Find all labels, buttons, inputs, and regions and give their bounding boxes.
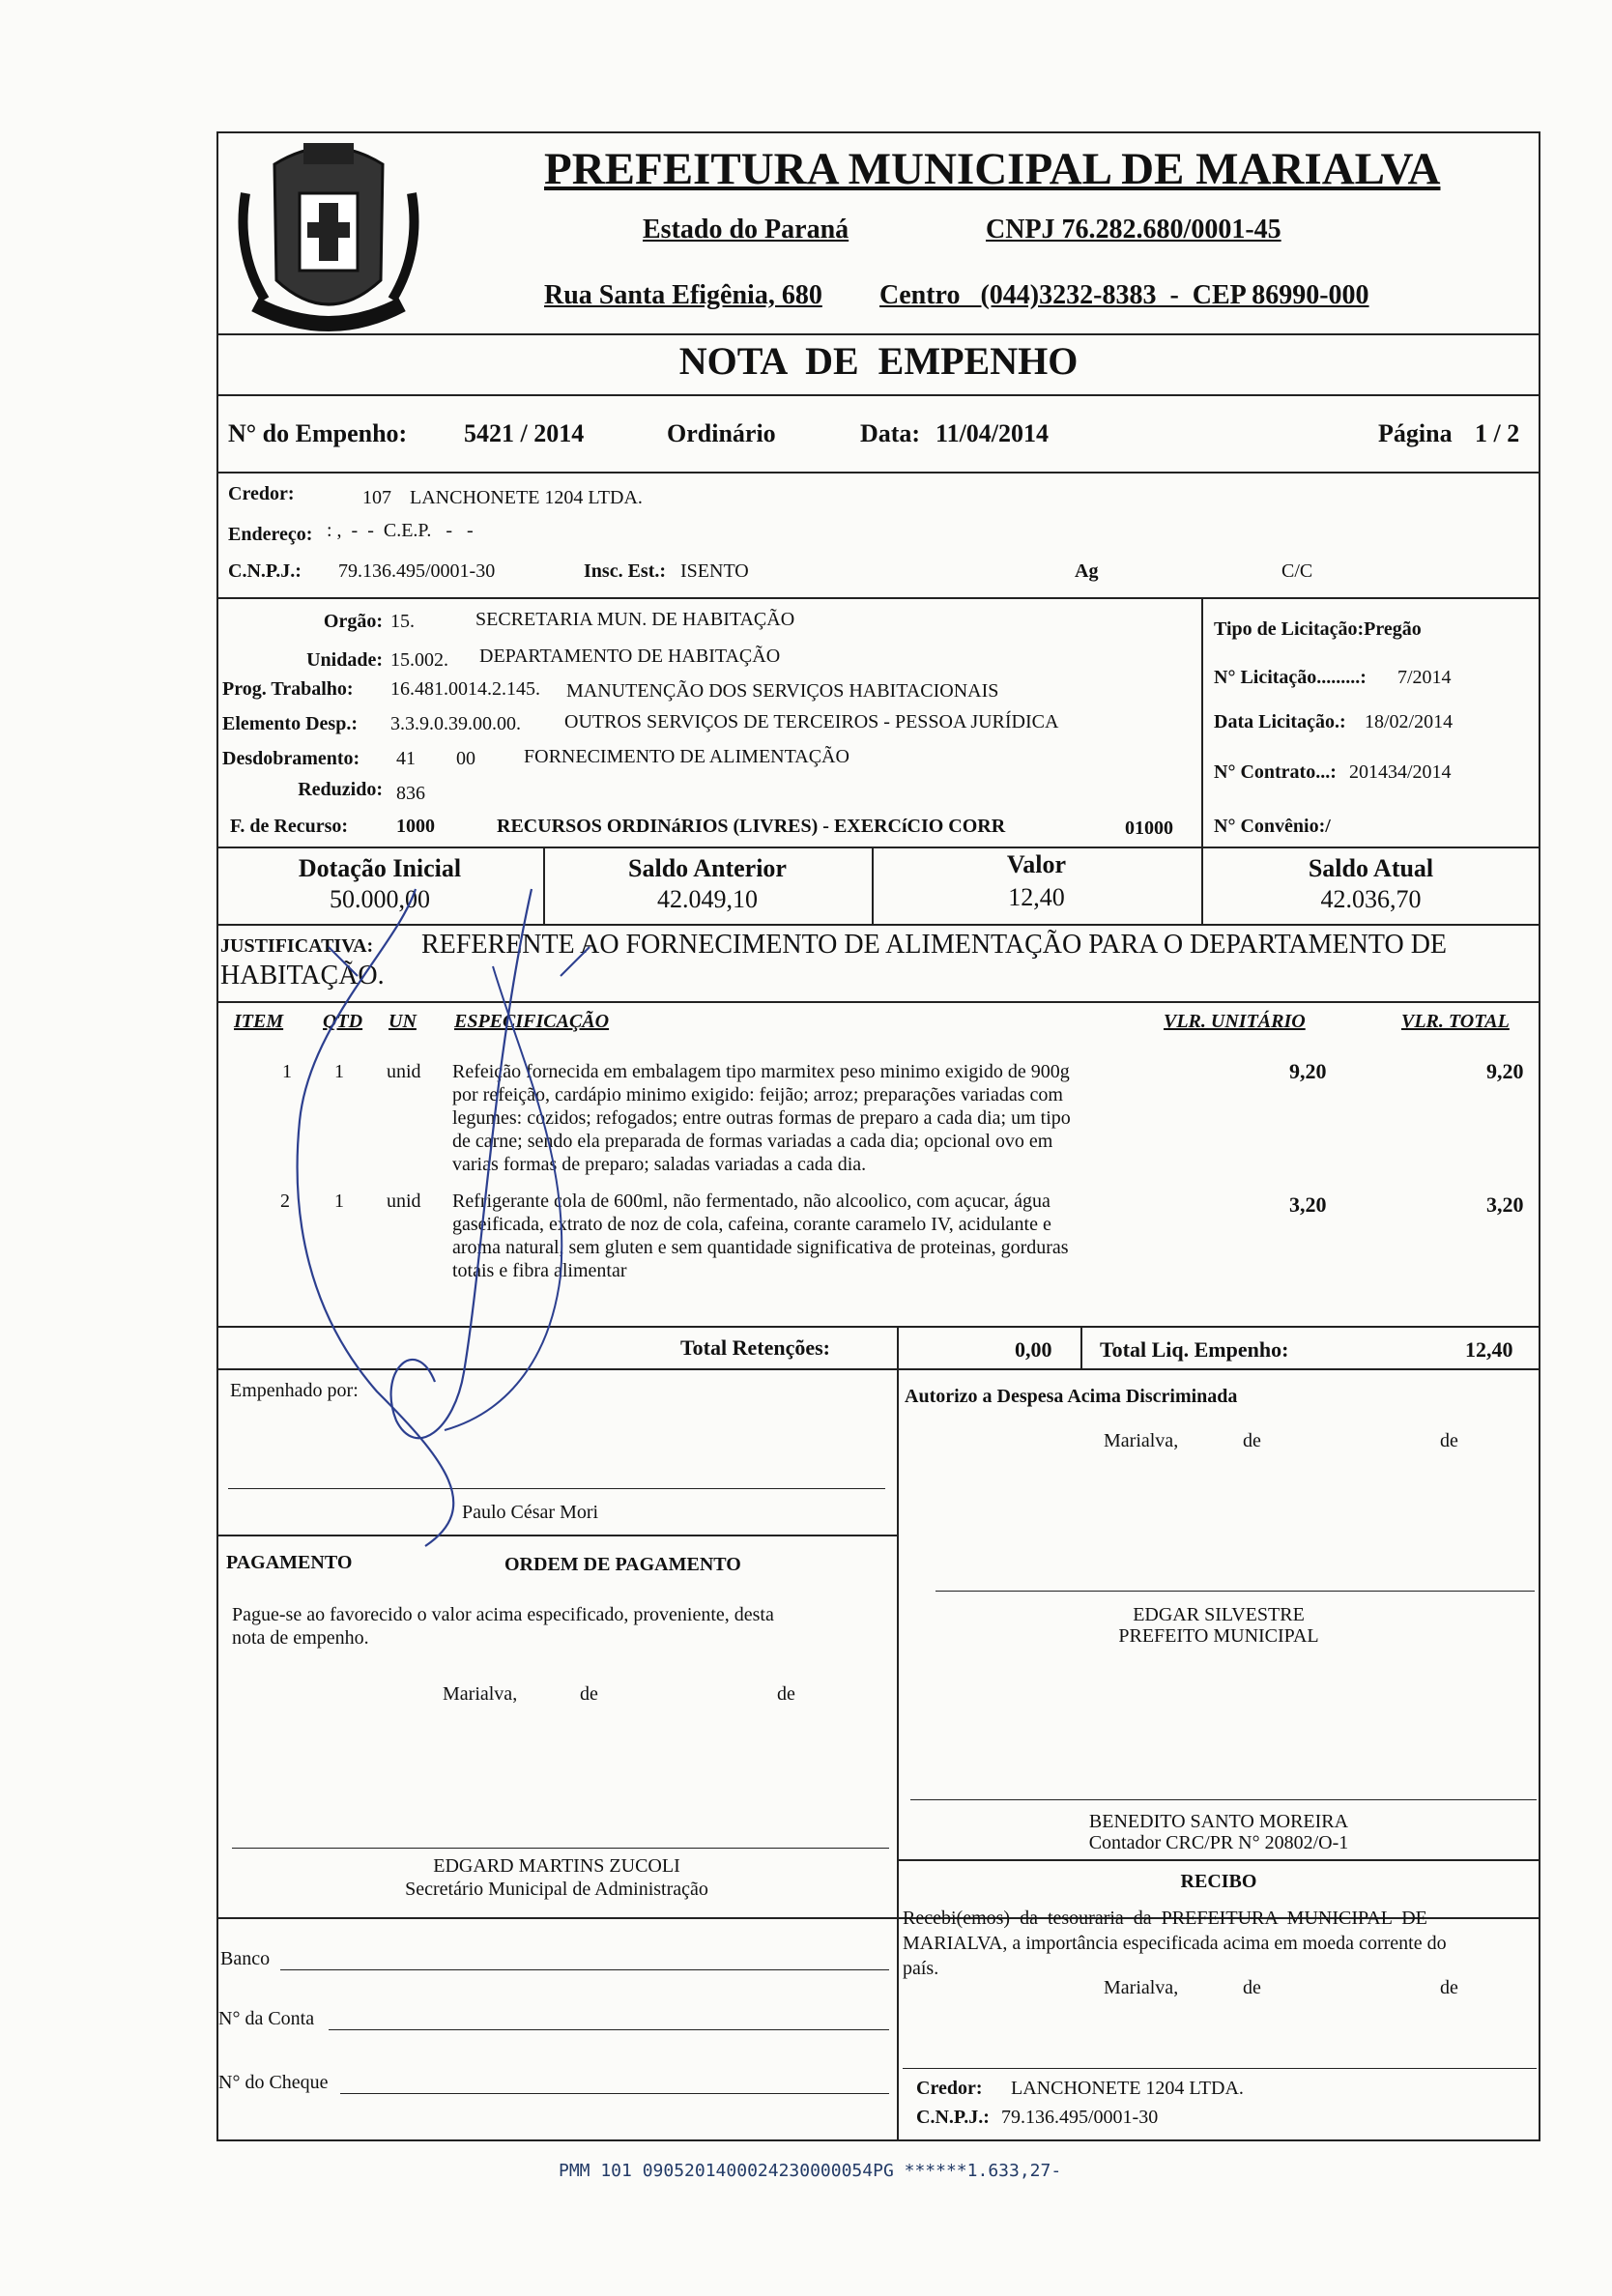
empenho-type: Ordinário [667, 419, 776, 447]
fonte-extra-code: 01000 [1125, 818, 1173, 839]
empenho-number: 5421 / 2014 [464, 419, 585, 447]
orgao-label: Orgão: [323, 611, 383, 632]
item-1-spec-line1: Refeição fornecida em embalagem tipo marmitex peso minimo exigido de 900g [452, 1061, 1070, 1082]
cnpj-credor-value: 79.136.495/0001-30 [338, 560, 496, 582]
banco-label: Banco [220, 1948, 271, 1969]
empenhado-por-name: Paulo César Mori [462, 1502, 599, 1523]
contador-name: BENEDITO SANTO MOREIRA [1088, 1811, 1349, 1832]
signature-icon [271, 870, 676, 1565]
state-label: Estado do Paraná [643, 215, 849, 244]
justificativa-text-line2: HABITAÇÃO. [220, 961, 385, 990]
cheque-label: N° do Cheque [218, 2072, 329, 2093]
credor-code: 107 [362, 487, 391, 508]
desdobramento-label: Desdobramento: [222, 748, 360, 769]
item-col-header: ITEM [234, 1011, 284, 1032]
contrato-label: N° Contrato...: [1214, 761, 1337, 783]
insc-label: Insc. Est.: [584, 560, 667, 582]
pagamento-de-2: de [777, 1683, 795, 1705]
prefeito-name: EDGAR SILVESTRE [1133, 1604, 1305, 1625]
item-1-un: unid [387, 1061, 421, 1082]
prefeito-title: PREFEITO MUNICIPAL [1118, 1625, 1319, 1647]
page-number: 1 / 2 [1475, 419, 1520, 447]
item-1-qtd: 1 [334, 1061, 344, 1082]
justificativa-label: JUSTIFICATIVA: [220, 935, 374, 957]
un-col-header: UN [389, 1011, 417, 1032]
credor-label: Credor: [228, 483, 295, 504]
prog-desc: MANUTENÇÃO DOS SERVIÇOS HABITACIONAIS [566, 680, 999, 702]
orgao-desc: SECRETARIA MUN. DE HABITAÇÃO [475, 609, 795, 630]
elemento-desc: OUTROS SERVIÇOS DE TERCEIROS - PESSOA JURÍDICA [564, 711, 1059, 732]
footer-code: PMM 101 0905201400024230000054PG ******1.633,27- [559, 2161, 1062, 2181]
autorizo-city: Marialva, [1104, 1430, 1179, 1451]
recibo-text-line2: MARIALVA, a importância especificada acima em moeda corrente do [903, 1933, 1447, 1954]
recibo-cnpj-value: 79.136.495/0001-30 [1001, 2107, 1159, 2128]
address-label: Rua Santa Efigênia, 680 [544, 280, 822, 310]
endereco-value: : , - - C.E.P. - - [327, 520, 474, 541]
secretario-title: Secretário Municipal de Administração [405, 1879, 708, 1900]
unidade-label: Unidade: [306, 649, 383, 671]
spec-col-header: ESPECIFICAÇÃO [454, 1011, 610, 1032]
item-2-unit-price: 3,20 [1289, 1192, 1327, 1217]
dotacao-inicial-value: 50.000,00 [330, 885, 430, 913]
unit-col-header: VLR. UNITÁRIO [1164, 1011, 1306, 1032]
empenhado-por-label: Empenhado por: [230, 1380, 359, 1401]
licitacao-date-label: Data Licitação.: [1214, 711, 1346, 732]
fonte-desc: RECURSOS ORDINáRIOS (LIVRES) - EXERCíCIO CORR [497, 816, 1006, 837]
elemento-label: Elemento Desp.: [222, 713, 358, 734]
desdobramento-desc: FORNECIMENTO DE ALIMENTAÇÃO [524, 746, 849, 767]
qtd-col-header: QTD [323, 1011, 363, 1032]
convenio-label: N° Convênio:/ [1214, 816, 1331, 837]
empenho-date-label: Data: [860, 419, 921, 447]
desdobramento-b: 00 [456, 748, 475, 769]
recibo-title: RECIBO [1180, 1871, 1257, 1892]
item-1-unit-price: 9,20 [1289, 1059, 1327, 1083]
total-col-header: VLR. TOTAL [1401, 1011, 1510, 1032]
licitacao-number-label: N° Licitação.........: [1214, 667, 1367, 688]
conta-label: N° da Conta [218, 2008, 315, 2029]
total-retencoes-value: 0,00 [1015, 1337, 1052, 1362]
total-liquido-label: Total Liq. Empenho: [1100, 1337, 1289, 1362]
item-2-qtd: 1 [334, 1191, 344, 1212]
cnpj-credor-label: C.N.P.J.: [228, 560, 302, 582]
item-2-spec-line1: Refrigerante cola de 600ml, não fermentado, não alcoolico, com açucar, água [452, 1191, 1051, 1212]
recibo-de-1: de [1243, 1977, 1261, 1998]
empenho-date: 11/04/2014 [936, 419, 1050, 447]
recibo-cnpj-label: C.N.P.J.: [916, 2107, 990, 2128]
page-title: PREFEITURA MUNICIPAL DE MARIALVA [544, 144, 1441, 194]
item-2-un: unid [387, 1191, 421, 1212]
autorizo-de-2: de [1440, 1430, 1458, 1451]
credor-name: LANCHONETE 1204 LTDA. [410, 487, 643, 508]
reduzido-value: 836 [396, 783, 425, 804]
cc-label: C/C [1281, 560, 1313, 582]
item-2-spec-line2: gaseificada, extrato de noz de cola, cafeina, corante caramelo IV, acidulante e [452, 1214, 1051, 1235]
item-1-number: 1 [282, 1061, 292, 1082]
prog-code: 16.481.0014.2.145. [390, 678, 540, 700]
recibo-credor-name: LANCHONETE 1204 LTDA. [1011, 2078, 1244, 2099]
insc-value: ISENTO [680, 560, 749, 582]
secretario-name: EDGARD MARTINS ZUCOLI [433, 1855, 680, 1877]
item-1-spec-line5: varias formas de preparo; saladas variadas a cada dia. [452, 1154, 867, 1175]
endereco-label: Endereço: [228, 524, 313, 545]
recibo-text-line1: Recebi(emos) da tesouraria da PREFEITURA MUNICIPAL DE [903, 1908, 1427, 1929]
ag-label: Ag [1075, 560, 1099, 582]
document-title: NOTA DE EMPENHO [678, 339, 1079, 383]
total-liquido-value: 12,40 [1465, 1337, 1513, 1362]
autorizo-label: Autorizo a Despesa Acima Discriminada [905, 1386, 1238, 1407]
reduzido-label: Reduzido: [298, 779, 383, 800]
item-1-total: 9,20 [1486, 1059, 1524, 1083]
total-retencoes-label: Total Retenções: [680, 1335, 830, 1360]
cnpj-label: CNPJ 76.282.680/0001-45 [986, 215, 1281, 244]
elemento-code: 3.3.9.0.39.00.00. [390, 713, 521, 734]
pagamento-de-1: de [580, 1683, 598, 1705]
page-label: Página [1378, 419, 1453, 447]
item-1-spec-line2: por refeição, cardápio minimo exigido: feijão; arroz; preparações variadas com [452, 1084, 1063, 1105]
unidade-code: 15.002. [390, 649, 448, 671]
orgao-code: 15. [390, 611, 415, 632]
valor-value: 12,40 [1008, 883, 1065, 911]
item-2-spec-line4: totais e fibra alimentar [452, 1260, 627, 1281]
recibo-text-line3: país. [903, 1958, 939, 1979]
saldo-atual-value: 42.036,70 [1320, 885, 1422, 913]
licitacao-date: 18/02/2014 [1365, 711, 1454, 732]
saldo-anterior-value: 42.049,10 [657, 885, 758, 913]
prog-label: Prog. Trabalho: [222, 678, 354, 700]
item-2-spec-line3: aroma natural, sem gluten e sem quantidade significativa de proteinas, gorduras [452, 1237, 1069, 1258]
autorizo-de-1: de [1243, 1430, 1261, 1451]
unidade-desc: DEPARTAMENTO DE HABITAÇÃO [479, 646, 781, 667]
dotacao-inicial-label: Dotação Inicial [298, 854, 462, 882]
pagamento-text-line2: nota de empenho. [232, 1627, 369, 1649]
desdobramento-a: 41 [396, 748, 416, 769]
licitacao-number: 7/2014 [1397, 667, 1452, 688]
contrato-number: 201434/2014 [1349, 761, 1452, 783]
pagamento-city: Marialva, [443, 1683, 518, 1705]
recibo-city: Marialva, [1104, 1977, 1179, 1998]
item-1-spec-line3: legumes: cozidos; refogados; entre outras formas de preparo a cada dia; um tipo [452, 1107, 1071, 1129]
saldo-anterior-label: Saldo Anterior [628, 854, 787, 882]
pagamento-label: PAGAMENTO [226, 1552, 353, 1573]
recibo-credor-label: Credor: [916, 2078, 983, 2099]
address-detail: Centro (044)3232-8383 - CEP 86990-000 [879, 280, 1369, 310]
licitacao-type: Tipo de Licitação:Pregão [1214, 618, 1422, 640]
item-2-total: 3,20 [1486, 1192, 1524, 1217]
recibo-de-2: de [1440, 1977, 1458, 1998]
pagamento-text-line1: Pague-se ao favorecido o valor acima especificado, proveniente, desta [232, 1604, 774, 1625]
fonte-code: 1000 [396, 816, 435, 837]
fonte-label: F. de Recurso: [230, 816, 349, 837]
saldo-atual-label: Saldo Atual [1308, 854, 1434, 882]
empenho-label: N° do Empenho: [228, 419, 408, 447]
justificativa-text-line1: REFERENTE AO FORNECIMENTO DE ALIMENTAÇÃO PARA O DEPARTAMENTO DE [421, 930, 1448, 960]
coat-of-arms-icon [236, 135, 421, 340]
ordem-pagamento-label: ORDEM DE PAGAMENTO [504, 1554, 741, 1575]
item-2-number: 2 [280, 1191, 290, 1212]
item-1-spec-line4: de carne; sendo ela preparada de formas variadas a cada dia; opcional ovo em [452, 1131, 1053, 1152]
valor-label: Valor [1006, 850, 1067, 878]
contador-title: Contador CRC/PR N° 20802/O-1 [1088, 1832, 1349, 1853]
